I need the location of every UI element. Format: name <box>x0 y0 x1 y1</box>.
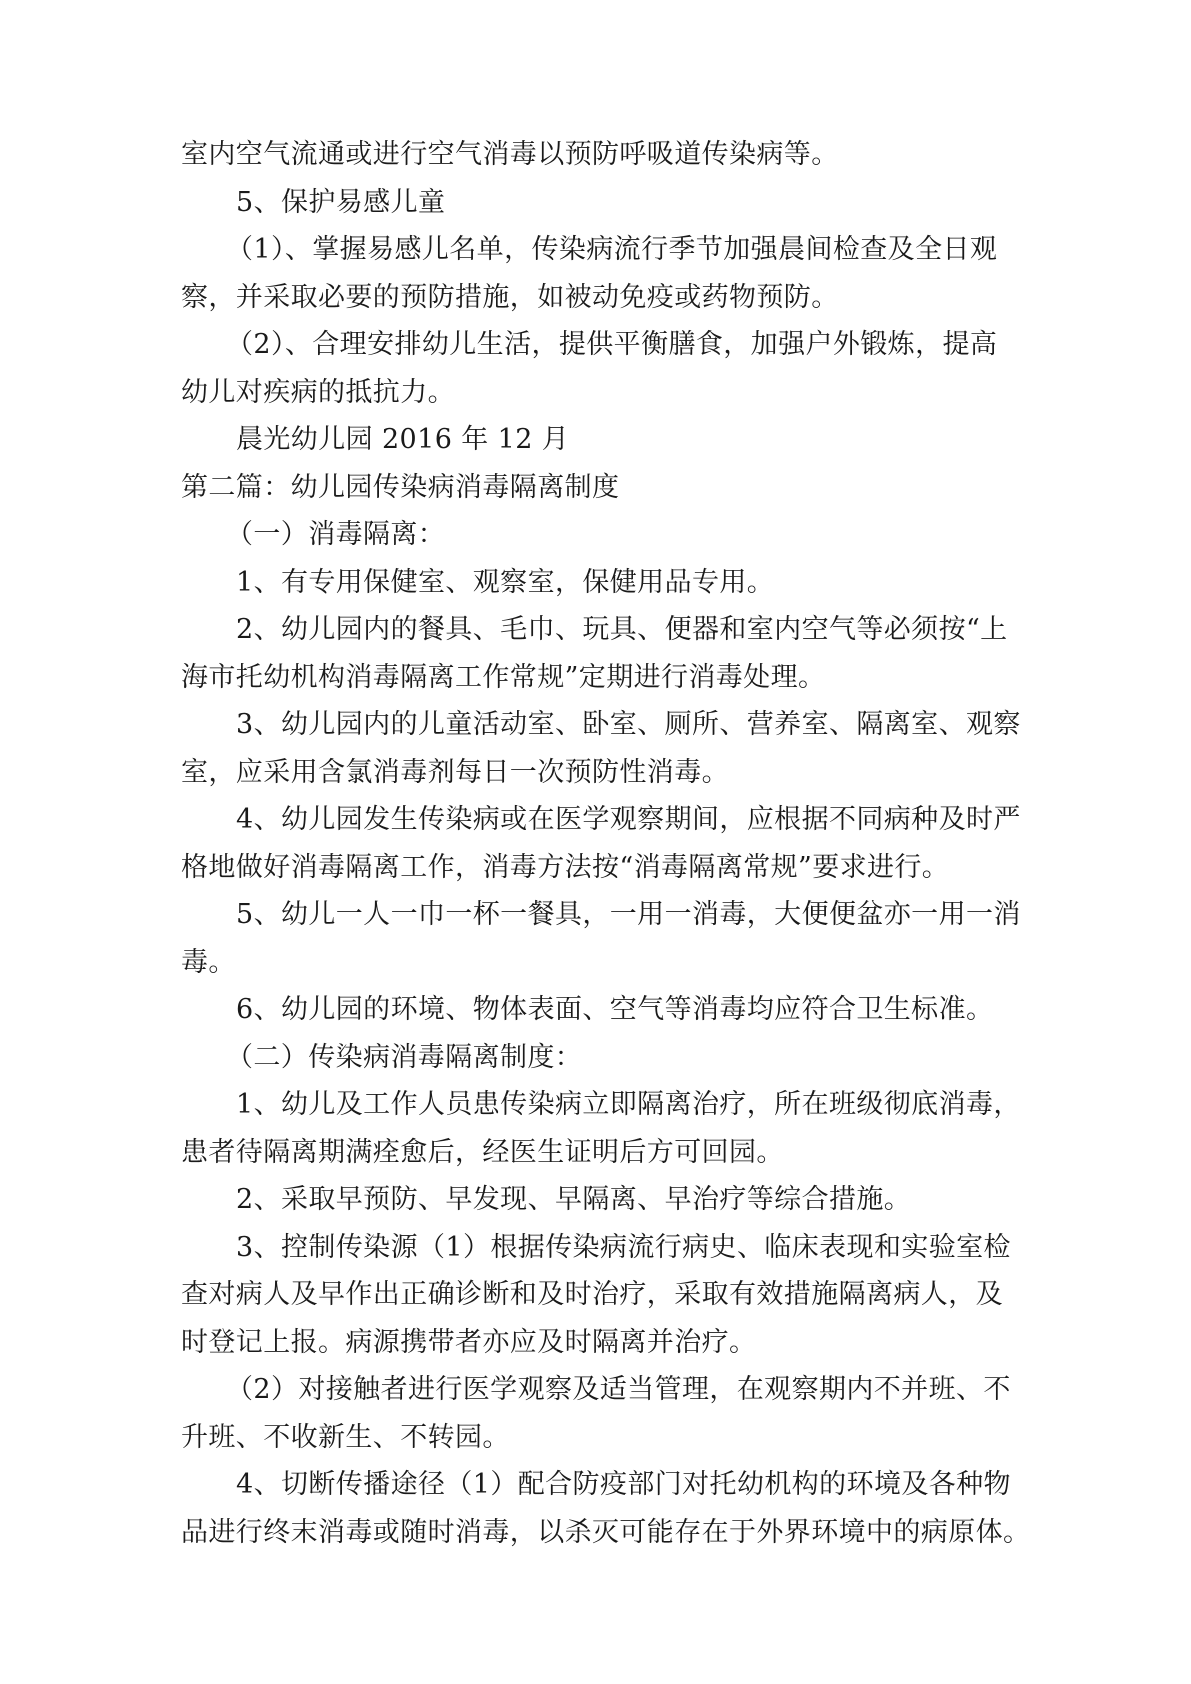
text-line: 品进行终末消毒或随时消毒，以杀灭可能存在于外界环境中的病原体。 <box>181 1516 1031 1548</box>
text-line: 查对病人及早作出正确诊断和及时治疗，采取有效措施隔离病人，及 <box>181 1279 1003 1310</box>
text-line: 升班、不收新生、不转园。 <box>181 1421 510 1453</box>
text-line: 1、幼儿及工作人员患传染病立即隔离治疗，所在班级彻底消毒， <box>236 1089 1021 1120</box>
text-line: 4、幼儿园发生传染病或在医学观察期间，应根据不同病种及时严 <box>236 804 1021 835</box>
text-line: 患者待隔离期满痊愈后，经医生证明后方可回园。 <box>181 1136 784 1168</box>
text-line: 3、控制传染源（1）根据传染病流行病史、临床表现和实验室检 <box>236 1231 1011 1263</box>
text-line: 1、有专用保健室、观察室，保健用品专用。 <box>236 566 775 598</box>
signature-line: 晨光幼儿园 2016 年 12 月 <box>236 424 570 455</box>
text-line: 毒。 <box>181 946 236 978</box>
chapter-title: 第二篇：幼儿园传染病消毒隔离制度 <box>181 471 620 503</box>
text-line: （2）、合理安排幼儿生活，提供平衡膳食，加强户外锻炼，提高 <box>226 329 998 360</box>
text-line: 2、幼儿园内的餐具、毛巾、玩具、便器和室内空气等必须按“上 <box>236 614 1008 645</box>
text-line: 4、切断传播途径（1）配合防疫部门对托幼机构的环境及各种物 <box>236 1469 1011 1500</box>
section-heading: （二）传染病消毒隔离制度： <box>226 1041 583 1073</box>
text-line: 时登记上报。病源携带者亦应及时隔离并治疗。 <box>181 1326 757 1358</box>
text-line: 室，应采用含氯消毒剂每日一次预防性消毒。 <box>181 756 729 788</box>
section-heading: （一）消毒隔离： <box>226 519 446 550</box>
section-heading: 5、保护易感儿童 <box>236 186 446 218</box>
text-line: 2、采取早预防、早发现、早隔离、早治疗等综合措施。 <box>236 1184 912 1215</box>
text-line: 5、幼儿一人一巾一杯一餐具，一用一消毒，大便便盆亦一用一消 <box>236 899 1021 930</box>
text-line: （1）、掌握易感儿名单，传染病流行季节加强晨间检查及全日观 <box>226 234 998 265</box>
text-line: （2）对接触者进行医学观察及适当管理，在观察期内不并班、不 <box>226 1374 1011 1405</box>
text-line: 格地做好消毒隔离工作，消毒方法按“消毒隔离常规”要求进行。 <box>181 851 950 883</box>
text-line: 3、幼儿园内的儿童活动室、卧室、厕所、营养室、隔离室、观察 <box>236 709 1021 740</box>
document-page <box>181 131 1031 1556</box>
text-line: 海市托幼机构消毒隔离工作常规”定期进行消毒处理。 <box>181 661 826 693</box>
text-line: 察，并采取必要的预防措施，如被动免疫或药物预防。 <box>181 281 839 313</box>
text-line: 室内空气流通或进行空气消毒以预防呼吸道传染病等。 <box>181 139 839 170</box>
text-line: 6、幼儿园的环境、物体表面、空气等消毒均应符合卫生标准。 <box>236 994 994 1025</box>
text-line: 幼儿对疾病的抵抗力。 <box>181 376 455 408</box>
